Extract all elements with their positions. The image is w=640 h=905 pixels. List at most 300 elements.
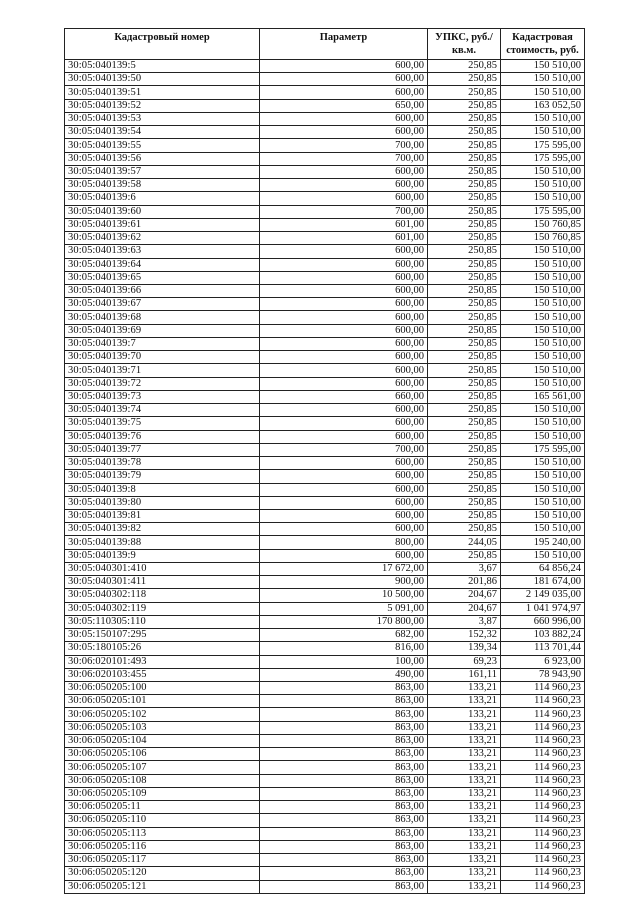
cadastral-number-cell: 30:05:040139:76 [65,430,260,443]
cadastral-number-cell: 30:05:040139:63 [65,245,260,258]
parameter-cell: 700,00 [260,139,428,152]
cadastral-value-cell: 114 960,23 [501,854,585,867]
table-row [65,218,585,231]
upks-cell: 133,21 [428,840,501,853]
upks-cell: 133,21 [428,827,501,840]
upks-cell: 133,21 [428,682,501,695]
cadastral-value-cell: 660 996,00 [501,615,585,628]
upks-cell: 250,85 [428,179,501,192]
cadastral-value-cell: 150 510,00 [501,284,585,297]
parameter-cell: 600,00 [260,60,428,73]
parameter-cell: 816,00 [260,642,428,655]
cadastral-number-cell: 30:05:040139:50 [65,73,260,86]
upks-cell: 250,85 [428,165,501,178]
parameter-cell: 600,00 [260,417,428,430]
parameter-cell: 863,00 [260,827,428,840]
parameter-cell: 660,00 [260,390,428,403]
parameter-cell: 600,00 [260,311,428,324]
table-row [65,721,585,734]
upks-cell: 250,85 [428,351,501,364]
cadastral-value-cell: 2 149 035,00 [501,589,585,602]
upks-cell: 250,85 [428,549,501,562]
table-row [65,642,585,655]
cadastral-value-cell: 175 595,00 [501,139,585,152]
upks-cell: 250,85 [428,60,501,73]
upks-cell: 161,11 [428,668,501,681]
upks-cell: 250,85 [428,232,501,245]
cadastral-number-cell: 30:05:040139:52 [65,99,260,112]
table-row [65,86,585,99]
upks-cell: 69,23 [428,655,501,668]
cadastral-value-cell: 150 510,00 [501,245,585,258]
cadastral-value-cell: 64 856,24 [501,562,585,575]
parameter-cell: 600,00 [260,430,428,443]
upks-cell: 250,85 [428,73,501,86]
parameter-cell: 700,00 [260,443,428,456]
upks-cell: 250,85 [428,284,501,297]
table-row [65,761,585,774]
cadastral-number-cell: 30:05:040139:82 [65,523,260,536]
parameter-cell: 863,00 [260,840,428,853]
cadastral-number-cell: 30:05:040139:77 [65,443,260,456]
table-row [65,496,585,509]
cadastral-value-cell: 150 510,00 [501,377,585,390]
table-row [65,179,585,192]
table-row [65,284,585,297]
upks-cell: 250,85 [428,218,501,231]
cadastral-value-cell: 150 510,00 [501,258,585,271]
cadastral-value-cell: 114 960,23 [501,748,585,761]
cadastral-number-cell: 30:05:040139:67 [65,298,260,311]
cadastral-value-cell: 150 510,00 [501,179,585,192]
cadastral-value-cell: 114 960,23 [501,721,585,734]
table-row [65,112,585,125]
cadastral-value-cell: 114 960,23 [501,880,585,893]
cadastral-value-cell: 150 510,00 [501,404,585,417]
cadastral-number-cell: 30:05:040139:64 [65,258,260,271]
upks-cell: 244,05 [428,536,501,549]
table-row [65,245,585,258]
cadastral-number-cell: 30:05:040301:410 [65,562,260,575]
parameter-cell: 700,00 [260,205,428,218]
table-row [65,682,585,695]
upks-cell: 133,21 [428,801,501,814]
cadastral-value-cell: 114 960,23 [501,708,585,721]
table-row [65,298,585,311]
parameter-cell: 800,00 [260,536,428,549]
cadastral-value-cell: 150 510,00 [501,337,585,350]
cadastral-number-cell: 30:06:050205:107 [65,761,260,774]
upks-cell: 250,85 [428,404,501,417]
cadastral-value-cell: 150 510,00 [501,483,585,496]
table-row [65,404,585,417]
cadastral-number-cell: 30:05:040302:118 [65,589,260,602]
table-row [65,629,585,642]
table-row [65,668,585,681]
cadastral-number-cell: 30:05:040139:58 [65,179,260,192]
cadastral-value-cell: 150 510,00 [501,126,585,139]
upks-cell: 133,21 [428,708,501,721]
cadastral-value-cell: 150 510,00 [501,324,585,337]
cadastral-number-cell: 30:06:050205:120 [65,867,260,880]
upks-cell: 204,67 [428,602,501,615]
parameter-cell: 601,00 [260,232,428,245]
parameter-cell: 863,00 [260,695,428,708]
table-row [65,483,585,496]
cadastral-number-cell: 30:05:040139:75 [65,417,260,430]
parameter-cell: 600,00 [260,483,428,496]
parameter-cell: 600,00 [260,298,428,311]
cadastral-value-cell: 150 510,00 [501,351,585,364]
upks-cell: 133,21 [428,761,501,774]
table-row [65,152,585,165]
table-row [65,774,585,787]
table-row [65,655,585,668]
parameter-cell: 863,00 [260,708,428,721]
cadastral-value-cell: 150 760,85 [501,232,585,245]
table-row [65,324,585,337]
upks-cell: 250,85 [428,430,501,443]
table-row [65,390,585,403]
cadastral-number-cell: 30:05:040139:73 [65,390,260,403]
cadastral-value-cell: 175 595,00 [501,443,585,456]
cadastral-number-cell: 30:05:040139:60 [65,205,260,218]
upks-cell: 152,32 [428,629,501,642]
header-upks: УПКС, руб./кв.м. [428,29,501,60]
table-row [65,536,585,549]
upks-cell: 250,85 [428,86,501,99]
upks-cell: 250,85 [428,99,501,112]
table-row [65,443,585,456]
upks-cell: 250,85 [428,390,501,403]
cadastral-value-cell: 103 882,24 [501,629,585,642]
cadastral-number-cell: 30:05:040139:79 [65,470,260,483]
cadastral-number-cell: 30:05:040139:88 [65,536,260,549]
cadastral-number-cell: 30:06:050205:113 [65,827,260,840]
table-row [65,562,585,575]
parameter-cell: 600,00 [260,112,428,125]
cadastral-value-cell: 150 510,00 [501,311,585,324]
cadastral-value-cell: 114 960,23 [501,734,585,747]
upks-cell: 201,86 [428,576,501,589]
table-row [65,734,585,747]
cadastral-number-cell: 30:06:050205:110 [65,814,260,827]
table-row [65,576,585,589]
upks-cell: 250,85 [428,457,501,470]
upks-cell: 133,21 [428,787,501,800]
table-row [65,880,585,893]
table-row [65,205,585,218]
table-row [65,99,585,112]
upks-cell: 250,85 [428,258,501,271]
upks-cell: 250,85 [428,324,501,337]
table-row [65,139,585,152]
header-cadastral-number: Кадастровый номер [65,29,260,60]
parameter-cell: 100,00 [260,655,428,668]
header-parameter: Параметр [260,29,428,60]
table-row [65,417,585,430]
upks-cell: 250,85 [428,271,501,284]
upks-cell: 250,85 [428,364,501,377]
parameter-cell: 600,00 [260,324,428,337]
cadastral-value-cell: 150 510,00 [501,496,585,509]
upks-cell: 133,21 [428,774,501,787]
cadastral-value-cell: 114 960,23 [501,801,585,814]
table-header-row [65,29,585,60]
cadastral-value-cell: 114 960,23 [501,840,585,853]
cadastral-number-cell: 30:05:040139:8 [65,483,260,496]
cadastral-number-cell: 30:05:040139:71 [65,364,260,377]
cadastral-number-cell: 30:05:040139:72 [65,377,260,390]
parameter-cell: 600,00 [260,337,428,350]
cadastral-value-cell: 78 943,90 [501,668,585,681]
upks-cell: 204,67 [428,589,501,602]
parameter-cell: 700,00 [260,152,428,165]
parameter-cell: 600,00 [260,549,428,562]
upks-cell: 133,21 [428,867,501,880]
table-row [65,232,585,245]
cadastral-value-cell: 114 960,23 [501,761,585,774]
cadastral-number-cell: 30:06:050205:109 [65,787,260,800]
upks-cell: 250,85 [428,126,501,139]
cadastral-number-cell: 30:05:040139:68 [65,311,260,324]
table-row [65,615,585,628]
cadastral-value-cell: 150 510,00 [501,457,585,470]
upks-cell: 250,85 [428,152,501,165]
cadastral-value-cell: 114 960,23 [501,695,585,708]
parameter-cell: 600,00 [260,73,428,86]
cadastral-value-cell: 1 041 974,97 [501,602,585,615]
parameter-cell: 600,00 [260,192,428,205]
cadastral-number-cell: 30:05:040139:57 [65,165,260,178]
upks-cell: 250,85 [428,139,501,152]
cadastral-number-cell: 30:06:050205:102 [65,708,260,721]
table-row [65,192,585,205]
cadastral-value-cell: 114 960,23 [501,814,585,827]
parameter-cell: 170 800,00 [260,615,428,628]
table-row [65,126,585,139]
cadastral-number-cell: 30:06:020103:455 [65,668,260,681]
table-row [65,165,585,178]
upks-cell: 250,85 [428,298,501,311]
cadastral-number-cell: 30:05:040139:65 [65,271,260,284]
cadastral-value-cell: 150 760,85 [501,218,585,231]
cadastral-number-cell: 30:06:050205:108 [65,774,260,787]
table-row [65,258,585,271]
parameter-cell: 600,00 [260,165,428,178]
upks-cell: 133,21 [428,748,501,761]
parameter-cell: 863,00 [260,867,428,880]
cadastral-value-cell: 150 510,00 [501,549,585,562]
header-cadastral-value: Кадастровая стоимость, руб. [501,29,585,60]
parameter-cell: 600,00 [260,284,428,297]
parameter-cell: 10 500,00 [260,589,428,602]
parameter-cell: 600,00 [260,364,428,377]
table-row [65,787,585,800]
table-row [65,271,585,284]
cadastral-number-cell: 30:05:180105:26 [65,642,260,655]
cadastral-value-cell: 113 701,44 [501,642,585,655]
upks-cell: 133,21 [428,695,501,708]
cadastral-value-cell: 114 960,23 [501,867,585,880]
parameter-cell: 600,00 [260,496,428,509]
cadastral-value-cell: 114 960,23 [501,827,585,840]
table-row [65,867,585,880]
cadastral-value-cell: 150 510,00 [501,73,585,86]
cadastral-number-cell: 30:05:040139:62 [65,232,260,245]
cadastral-number-cell: 30:06:050205:103 [65,721,260,734]
parameter-cell: 600,00 [260,179,428,192]
cadastral-number-cell: 30:06:050205:104 [65,734,260,747]
cadastral-value-cell: 150 510,00 [501,192,585,205]
table-row [65,602,585,615]
cadastral-number-cell: 30:05:040139:9 [65,549,260,562]
parameter-cell: 600,00 [260,470,428,483]
parameter-cell: 600,00 [260,509,428,522]
table-row [65,827,585,840]
table-row [65,311,585,324]
cadastral-number-cell: 30:06:050205:101 [65,695,260,708]
upks-cell: 133,21 [428,814,501,827]
parameter-cell: 682,00 [260,629,428,642]
table-row [65,523,585,536]
cadastral-value-cell: 163 052,50 [501,99,585,112]
cadastral-number-cell: 30:05:040139:81 [65,509,260,522]
cadastral-value-cell: 150 510,00 [501,470,585,483]
upks-cell: 250,85 [428,245,501,258]
cadastral-table [64,28,585,894]
parameter-cell: 863,00 [260,880,428,893]
upks-cell: 250,85 [428,112,501,125]
cadastral-number-cell: 30:05:040139:74 [65,404,260,417]
cadastral-number-cell: 30:06:050205:117 [65,854,260,867]
document-page [64,28,584,894]
cadastral-value-cell: 165 561,00 [501,390,585,403]
parameter-cell: 601,00 [260,218,428,231]
parameter-cell: 863,00 [260,774,428,787]
upks-cell: 250,85 [428,496,501,509]
parameter-cell: 863,00 [260,787,428,800]
cadastral-value-cell: 114 960,23 [501,787,585,800]
cadastral-number-cell: 30:05:040139:55 [65,139,260,152]
upks-cell: 133,21 [428,721,501,734]
cadastral-number-cell: 30:05:040139:66 [65,284,260,297]
cadastral-number-cell: 30:05:040139:56 [65,152,260,165]
parameter-cell: 863,00 [260,801,428,814]
upks-cell: 250,85 [428,470,501,483]
cadastral-value-cell: 175 595,00 [501,205,585,218]
parameter-cell: 5 091,00 [260,602,428,615]
parameter-cell: 863,00 [260,748,428,761]
cadastral-value-cell: 150 510,00 [501,112,585,125]
cadastral-number-cell: 30:05:040139:53 [65,112,260,125]
upks-cell: 250,85 [428,443,501,456]
upks-cell: 250,85 [428,377,501,390]
table-row [65,364,585,377]
upks-cell: 250,85 [428,509,501,522]
table-row [65,549,585,562]
cadastral-number-cell: 30:05:040139:51 [65,86,260,99]
table-row [65,814,585,827]
parameter-cell: 600,00 [260,86,428,99]
parameter-cell: 600,00 [260,126,428,139]
cadastral-number-cell: 30:05:040139:54 [65,126,260,139]
table-row [65,377,585,390]
table-row [65,748,585,761]
table-row [65,470,585,483]
cadastral-value-cell: 150 510,00 [501,417,585,430]
upks-cell: 3,87 [428,615,501,628]
parameter-cell: 600,00 [260,271,428,284]
cadastral-number-cell: 30:06:050205:11 [65,801,260,814]
table-row [65,801,585,814]
parameter-cell: 490,00 [260,668,428,681]
cadastral-value-cell: 150 510,00 [501,509,585,522]
upks-cell: 133,21 [428,854,501,867]
parameter-cell: 600,00 [260,245,428,258]
cadastral-number-cell: 30:05:040139:7 [65,337,260,350]
cadastral-value-cell: 195 240,00 [501,536,585,549]
table-row [65,840,585,853]
upks-cell: 250,85 [428,417,501,430]
table-row [65,337,585,350]
cadastral-value-cell: 150 510,00 [501,165,585,178]
table-row [65,854,585,867]
upks-cell: 250,85 [428,205,501,218]
cadastral-number-cell: 30:06:050205:106 [65,748,260,761]
parameter-cell: 900,00 [260,576,428,589]
upks-cell: 250,85 [428,311,501,324]
table-body [65,60,585,894]
table-row [65,457,585,470]
cadastral-number-cell: 30:05:040302:119 [65,602,260,615]
table-row [65,708,585,721]
cadastral-number-cell: 30:06:050205:116 [65,840,260,853]
cadastral-value-cell: 150 510,00 [501,271,585,284]
parameter-cell: 600,00 [260,258,428,271]
table-row [65,430,585,443]
parameter-cell: 863,00 [260,721,428,734]
parameter-cell: 17 672,00 [260,562,428,575]
parameter-cell: 863,00 [260,761,428,774]
cadastral-number-cell: 30:06:050205:100 [65,682,260,695]
upks-cell: 133,21 [428,734,501,747]
cadastral-value-cell: 150 510,00 [501,364,585,377]
table-row [65,509,585,522]
cadastral-value-cell: 114 960,23 [501,774,585,787]
cadastral-number-cell: 30:05:040301:411 [65,576,260,589]
cadastral-value-cell: 150 510,00 [501,86,585,99]
cadastral-value-cell: 181 674,00 [501,576,585,589]
cadastral-value-cell: 175 595,00 [501,152,585,165]
table-row [65,60,585,73]
cadastral-number-cell: 30:05:040139:80 [65,496,260,509]
cadastral-number-cell: 30:05:040139:70 [65,351,260,364]
parameter-cell: 600,00 [260,404,428,417]
upks-cell: 250,85 [428,192,501,205]
cadastral-value-cell: 150 510,00 [501,430,585,443]
parameter-cell: 863,00 [260,734,428,747]
cadastral-value-cell: 150 510,00 [501,60,585,73]
cadastral-number-cell: 30:05:040139:6 [65,192,260,205]
parameter-cell: 863,00 [260,814,428,827]
table-row [65,589,585,602]
upks-cell: 250,85 [428,337,501,350]
upks-cell: 133,21 [428,880,501,893]
upks-cell: 250,85 [428,483,501,496]
table-row [65,73,585,86]
table-row [65,351,585,364]
